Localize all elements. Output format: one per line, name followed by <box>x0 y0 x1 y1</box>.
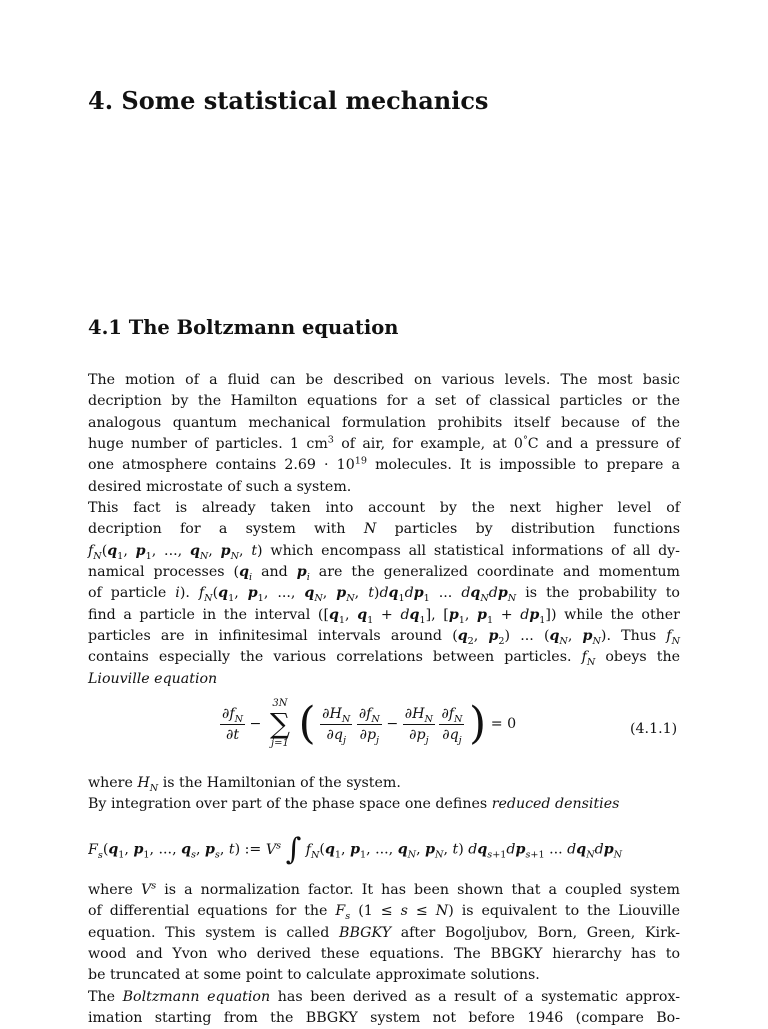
text-line: wood and Yvon who derived these equations. The BBGKY hierarchy has to <box>88 946 680 963</box>
text-line: find a particle in the interval ([$q_1$, $q_1 + dq_1$], [$p_1$, $p_1 + dp_1$]) while the other <box>88 606 680 626</box>
text-line: The motion of a fluid can be described on various levels. The most basic <box>88 372 680 388</box>
section-title: 4.1 The Boltzmann equation <box>88 316 399 339</box>
body-text-block-2 <box>88 773 680 816</box>
equation-reduced-density: $F_s(q_1$, $p_1$, ..., $q_s$, $p_s$, t) := $V^s$ ∫ $f_N(q_1$, $p_1$, ..., $q_N$, $p_N$, t) $dq_{s+1}dp_{s+1}$ ... $dq_Ndp_N$ <box>88 832 623 867</box>
fraction: $\frac{\partial f_N}{\partial t}$ <box>222 705 244 743</box>
chapter-title: 4. Some statistical mechanics <box>88 86 489 115</box>
text-line: where $V^s$ is a normalization factor. It has been shown that a coupled system <box>88 880 680 898</box>
text-line: By integration over part of the phase space one defines reduced densities <box>88 796 620 813</box>
text-line: namical processes ($q_i$ and $p_i$ are the generalized coordinate and momentum <box>88 564 681 583</box>
text-line: desired microstate of such a system. <box>88 478 352 495</box>
sum-symbol: 3N ∑ j=1 <box>269 698 290 749</box>
text-line: The Boltzmann equation has been derived as a result of a systematic approx- <box>88 988 680 1005</box>
text-line: contains especially the various correlations between particles. $f_N$ obeys the <box>88 649 680 669</box>
text-line: where $H_N$ is the Hamiltonian of the system. <box>88 775 401 794</box>
text-line: one atmosphere contains $2.69 \cdot 10^{19}$ molecules. It is impossible to prepare a <box>88 455 680 474</box>
paragraph-1 <box>88 370 680 498</box>
text-line: be truncated at some point to calculate approximate solutions. <box>88 967 540 984</box>
text-line: decription for a system with N particles by distribution functions <box>88 521 680 538</box>
text-line: particles are in infinitesimal intervals around ($q_2$, $p_2$) ... ($q_N$, $p_N$). Thus $f_N$ <box>88 628 680 647</box>
body-text-block-3 <box>88 880 680 1029</box>
text-line: of particle i). $f_N(q_1$, $p_1$, ..., $q_N$, $p_N$, $t)dq_1dp_1$ ... $dq_Ndp_N$ is the probability to <box>88 585 680 605</box>
body-text-block-1 <box>88 370 680 690</box>
equation-number: (4.1.1) <box>630 721 678 737</box>
text-line: equation. This system is called BBGKY after Bogoljubov, Born, Green, Kirk- <box>88 924 681 941</box>
equation-liouville: $\frac{\partial f_N}{\partial t}$ − 3N ∑ j=1 ( $\frac{\partial H_N}{\partial q_j}$ $\frac{\partial f_N}{\partial p_j}$ − $\frac{\partial H_N}{\partial p_j}$ $\frac{\partial f_N}{\partial q_j}$ ) = 0 <box>222 698 517 749</box>
liouville-term: Liouville equation <box>88 670 218 687</box>
paragraph-2 <box>88 498 680 690</box>
text-line: imation starting from the BBGKY system not before 1946 (compare Bo- <box>88 1010 680 1027</box>
text-line: huge number of particles. 1 $cm^3$ of air, for example, at 0°C and a pressure of <box>88 434 680 453</box>
text-line: decription by the Hamilton equations for a set of classical particles or the <box>88 393 680 410</box>
text-line: $f_N(q_1$, $p_1$, ..., $q_N$, $p_N$, t) which encompass all statistical informations of all dy- <box>88 542 680 562</box>
text-line <box>88 669 680 690</box>
text-line: analogous quantum mechanical formulation prohibits itself because of the <box>88 414 680 431</box>
text-line: This fact is already taken into account by the next higher level of <box>88 500 680 517</box>
text-line: of differential equations for the $F_s$ (1 ≤ s ≤ N) is equivalent to the Liouville <box>88 903 680 923</box>
